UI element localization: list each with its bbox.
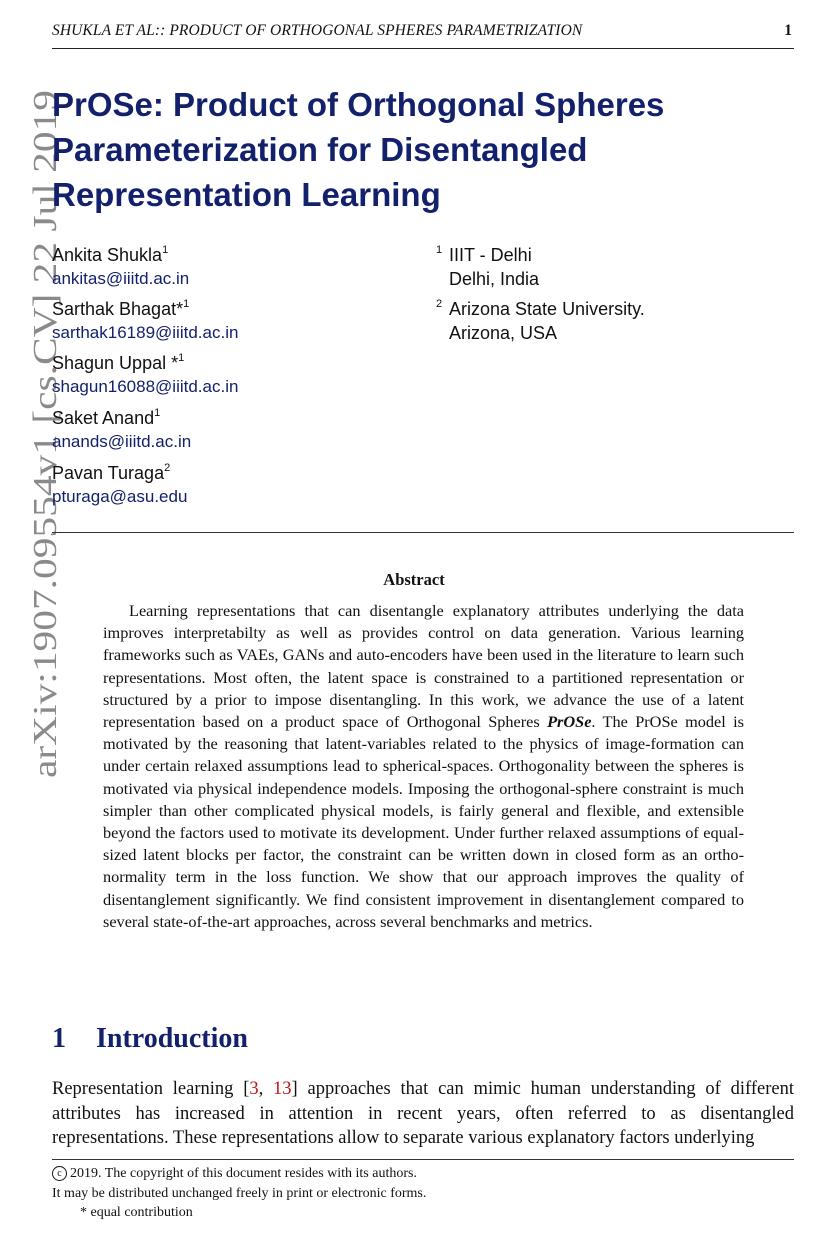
title-line: PrOSe: Product of Orthogonal Spheres — [52, 86, 665, 123]
page-number: 1 — [784, 22, 792, 39]
arxiv-stamp-text: arXiv:1907.09554v1 [cs.CV] 22 Jul 2019 — [27, 213, 64, 778]
intro-paragraph: Representation learning [3, 13] approaches that can mimic human understanding of different attributes has increased in attention in recent years, often referred to as disentangled representations. These representations allow to separate various explanatory factors underlying — [52, 1079, 794, 1148]
title-line: Representation Learning — [52, 176, 441, 213]
title-line: Parameterization for Disentangled — [52, 131, 588, 168]
abstract-body: Learning representations that can disentangle explanatory attributes underlying the data improves interpretabilty as well as provides control on data generation. Various learning frameworks such as VAEs, GANs and auto-encoders have been used in the literature to learn such representations. Most often, the latent space is constrained to a partitioned representation or structured by a prior to impose disentangling. In this work, we advance the use of a latent representation based on a product space of Orthogonal Spheres PrOSe. The PrOSe model is motivated by the reasoning that latent-variables related to the physics of image-formation can under certain relaxed assumptions lead to spherical-spaces. Orthogonality between the spheres is motivated via physical independence models. Imposing the orthogonal-sphere constraint is much simpler than other complicated physical models, is fairly general and flexible, and extensible beyond the factors used to motivate its development. Under further relaxed assumptions of equal-sized latent blocks per factor, the constraint can be written down in closed form as an ortho-normality term in the loss function. We show that our approach improves the quality of disentanglement significantly. We find consistent improvement in disentanglement compared to several state-of-the-art approaches, across several benchmarks and metrics. — [103, 601, 744, 931]
affiliation-line: Delhi, India — [449, 269, 540, 289]
author-name: Saket Anand$^1$ — [52, 407, 161, 428]
footnote-divider — [52, 1159, 794, 1160]
section-divider — [52, 532, 794, 533]
author-entry — [52, 461, 187, 509]
author-email[interactable]: pturaga@asu.edu — [52, 487, 188, 506]
citation-link[interactable]: 13 — [273, 1079, 292, 1099]
author-entry — [52, 297, 238, 345]
author-email[interactable]: anands@iiitd.ac.in — [52, 432, 192, 451]
abstract-heading: Abstract — [383, 570, 445, 589]
equal-contribution-note: * equal contribution — [80, 1205, 193, 1220]
distribution-note: It may be distributed unchanged freely in print or electronic forms. — [52, 1185, 427, 1201]
abstract-emphasis: PrOSe — [547, 712, 592, 732]
affiliation-line: Arizona State University. — [449, 299, 645, 319]
footnotes — [52, 1164, 794, 1223]
author-email[interactable]: shagun16088@iiitd.ac.in — [52, 377, 239, 396]
paper-title — [52, 82, 772, 217]
author-name: Shagun Uppal *$^1$ — [52, 352, 185, 373]
affiliation-line: Arizona, USA — [449, 323, 558, 343]
author-entry — [52, 406, 191, 454]
author-entry — [52, 243, 189, 291]
copyright-icon: c — [52, 1166, 67, 1181]
author-entry — [52, 351, 238, 399]
affiliation-line: IIIT - Delhi — [449, 245, 532, 265]
author-email[interactable]: ankitas@iiitd.ac.in — [52, 269, 190, 288]
citation-link[interactable]: 3 — [249, 1079, 259, 1099]
affiliation: $^1$ IIIT - Delhi Delhi, India — [436, 244, 540, 289]
running-title: SHUKLA ET AL:: PRODUCT OF ORTHOGONAL SPHERES PARAMETRIZATION — [52, 22, 583, 39]
section-title: Introduction — [96, 1023, 248, 1054]
author-name: Pavan Turaga$^2$ — [52, 462, 171, 483]
copyright-note: c 2019. The copyright of this document resides with its authors. — [52, 1164, 794, 1184]
section-heading — [52, 1023, 248, 1055]
author-email[interactable]: sarthak16189@iiitd.ac.in — [52, 323, 239, 342]
affiliation: $^2$ Arizona State University. Arizona, USA — [436, 298, 645, 343]
author-name: Ankita Shukla$^1$ — [52, 244, 169, 265]
author-name: Sarthak Bhagat*$^1$ — [52, 298, 190, 319]
section-number: 1 — [52, 1023, 66, 1054]
running-header — [52, 22, 794, 49]
